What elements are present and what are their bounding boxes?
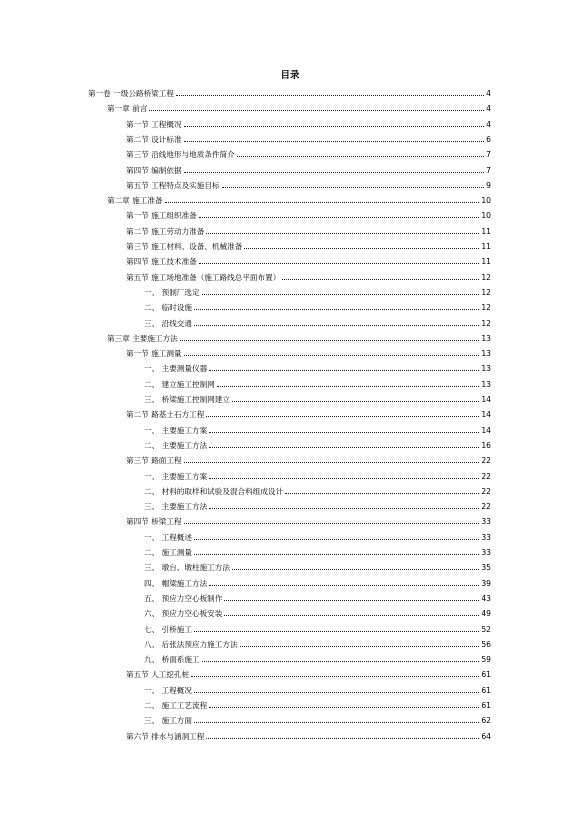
toc-entry[interactable] — [144, 577, 491, 589]
toc-entry[interactable] — [126, 730, 491, 742]
toc-leader-dots — [209, 478, 479, 479]
toc-entry-label: 第三节 沿线地形与地质条件简介 — [126, 150, 235, 160]
toc-entry-page-number: 13 — [481, 349, 491, 359]
toc-entry[interactable] — [144, 714, 491, 726]
toc-leader-dots — [194, 325, 479, 326]
toc-leader-dots — [232, 401, 479, 402]
toc-leader-dots — [184, 141, 485, 142]
toc-entry-page-number: 11 — [481, 242, 491, 251]
toc-leader-dots — [232, 569, 479, 570]
toc-entry-page-number: 61 — [481, 670, 491, 680]
toc-entry-page-number: 13 — [481, 364, 491, 374]
toc-entry-page-number: 33 — [481, 517, 491, 527]
toc-entry-label: 九、 桥面系施工 — [144, 655, 200, 665]
toc-entry[interactable] — [126, 164, 491, 176]
toc-leader-dots — [206, 738, 479, 739]
toc-entry[interactable] — [144, 623, 491, 635]
toc-entry-label: 第一卷 一级公路桥梁工程 — [88, 89, 174, 98]
toc-entry-label: 第五节 施工场地准备（施工路线总平面布置） — [126, 272, 281, 282]
toc-entry[interactable] — [144, 699, 491, 711]
toc-entry-page-number: 64 — [481, 731, 491, 741]
toc-leader-dots — [209, 370, 479, 371]
toc-entry-page-number: 14 — [481, 395, 491, 404]
toc-entry-page-number: 4 — [486, 104, 491, 114]
toc-leader-dots — [165, 202, 480, 203]
toc-entry-label: 五、 预应力空心板制作 — [144, 593, 223, 603]
toc-entry[interactable] — [144, 561, 491, 573]
toc-entry-label: 八、 后张法预应力施工方法 — [144, 639, 238, 649]
toc-entry-label: 一、 工程概况 — [144, 685, 192, 695]
toc-entry-page-number: 12 — [481, 318, 491, 328]
toc-entry-label: 一、 主要施工方案 — [144, 425, 208, 435]
toc-leader-dots — [194, 309, 479, 310]
toc-leader-dots — [202, 294, 480, 295]
toc-entry[interactable] — [126, 118, 491, 130]
toc-leader-dots — [224, 615, 479, 616]
toc-entry-page-number: 11 — [481, 257, 491, 267]
toc-entry-page-number: 14 — [481, 425, 491, 435]
toc-entry[interactable] — [126, 240, 491, 252]
toc-entry-page-number: 7 — [486, 150, 491, 160]
toc-leader-dots — [209, 585, 479, 586]
toc-entry-label: 第二节 路基土石方工程 — [126, 410, 205, 420]
toc-entry-page-number: 13 — [481, 333, 491, 343]
toc-leader-dots — [240, 646, 480, 647]
toc-entry-label: 三、 施工方面 — [144, 716, 192, 726]
toc-entry[interactable] — [126, 515, 491, 527]
toc-entry[interactable] — [144, 500, 491, 512]
toc-leader-dots — [180, 340, 480, 341]
toc-entry[interactable] — [144, 393, 491, 405]
toc-title: 目录 — [280, 70, 300, 81]
toc-entry[interactable] — [144, 592, 491, 604]
toc-entry-label: 七、 引桥施工 — [144, 624, 192, 634]
toc-entry-label: 第一节 施工组织准备 — [126, 211, 197, 221]
toc-leader-dots — [191, 676, 479, 677]
toc-entry-label: 第一章 前言 — [107, 104, 148, 114]
toc-leader-dots — [285, 493, 479, 494]
toc-entry[interactable] — [144, 317, 491, 329]
toc-entry-page-number: 12 — [481, 303, 491, 313]
toc-leader-dots — [176, 95, 484, 96]
toc-entry-label: 三、 沿线交通 — [144, 318, 192, 328]
toc-entry-page-number: 22 — [481, 456, 491, 466]
toc-leader-dots — [209, 447, 479, 448]
toc-leader-dots — [209, 432, 479, 433]
toc-leader-dots — [206, 416, 479, 417]
toc-leader-dots — [184, 462, 480, 463]
toc-leader-dots — [202, 661, 480, 662]
toc-entry[interactable] — [107, 194, 491, 206]
toc-entry-label: 一、 主要施工方案 — [144, 471, 208, 481]
toc-leader-dots — [194, 631, 479, 632]
toc-leader-dots — [206, 233, 479, 234]
toc-entry-page-number: 10 — [481, 196, 491, 206]
toc-leader-dots — [237, 156, 484, 157]
toc-entry-page-number: 61 — [481, 685, 491, 695]
toc-entry-label: 四、 帽梁施工方法 — [144, 578, 208, 588]
toc-entry-page-number: 22 — [481, 502, 491, 512]
toc-entry-label: 第六节 排水与涵洞工程 — [126, 731, 205, 741]
toc-entry[interactable] — [144, 286, 491, 298]
toc-leader-dots — [184, 523, 480, 524]
toc-entry-label: 第三章 主要施工方法 — [107, 333, 178, 343]
toc-leader-dots — [224, 600, 479, 601]
toc-entry-page-number: 10 — [481, 211, 491, 221]
toc-entry-page-number: 4 — [486, 89, 491, 98]
toc-entry-page-number: 49 — [481, 609, 491, 619]
toc-leader-dots — [194, 554, 479, 555]
toc-entry-page-number: 61 — [481, 701, 491, 710]
toc-entry[interactable] — [144, 362, 491, 374]
toc-entry-label: 第一节 工程概况 — [126, 119, 182, 129]
toc-leader-dots — [209, 707, 479, 708]
toc-entry-page-number: 39 — [481, 578, 491, 588]
toc-entry-label: 二、 材料的取样和试验及混合料组成设计 — [144, 486, 284, 496]
toc-entry-label: 三、 墩台、墩柱施工方法 — [144, 563, 230, 573]
toc-entry-label: 一、 预制厂选定 — [144, 287, 200, 297]
toc-entry-page-number: 12 — [481, 272, 491, 282]
toc-entry-page-number: 33 — [481, 548, 491, 557]
toc-leader-dots — [184, 172, 485, 173]
toc-entry[interactable] — [107, 332, 491, 344]
toc-leader-dots — [194, 539, 479, 540]
toc-entry-label: 二、 主要施工方法 — [144, 440, 208, 450]
toc-entry[interactable] — [126, 148, 491, 160]
toc-entry[interactable] — [144, 439, 491, 451]
toc-entry[interactable] — [144, 607, 491, 619]
toc-entry-label: 一、 主要测量仪器 — [144, 364, 208, 374]
toc-entry-label: 第二节 施工劳动力准备 — [126, 226, 205, 236]
toc-entry-page-number: 6 — [486, 134, 491, 144]
toc-entry[interactable] — [126, 408, 491, 420]
toc-entry-page-number: 59 — [481, 655, 491, 665]
toc-entry[interactable] — [144, 485, 491, 497]
toc-entry[interactable] — [126, 454, 491, 466]
toc-entry[interactable] — [88, 87, 491, 99]
toc-leader-dots — [184, 355, 480, 356]
toc-entry[interactable] — [144, 470, 491, 482]
toc-entry-page-number: 7 — [486, 165, 491, 175]
toc-leader-dots — [209, 508, 479, 509]
toc-entry[interactable] — [144, 546, 491, 558]
toc-entry[interactable] — [144, 684, 491, 696]
toc-entry-page-number: 56 — [481, 639, 491, 649]
toc-entry-label: 二、 施工工艺流程 — [144, 701, 208, 710]
toc-entry-label: 三、 主要施工方法 — [144, 502, 208, 512]
toc-entry-page-number: 16 — [481, 440, 491, 450]
toc-entry[interactable] — [107, 102, 491, 114]
toc-leader-dots — [217, 386, 480, 387]
toc-entry-page-number: 14 — [481, 410, 491, 420]
toc-entry-page-number: 22 — [481, 471, 491, 481]
toc-leader-dots — [149, 110, 484, 111]
toc-entry-label: 二、 建立施工控制网 — [144, 379, 215, 389]
toc-entry-page-number: 35 — [481, 563, 491, 573]
toc-entry-label: 第三节 施工材料、设备、机械准备 — [126, 242, 243, 251]
toc-entry-label: 一、 工程概述 — [144, 532, 192, 542]
toc-entry-page-number: 9 — [486, 180, 491, 190]
toc-entry-page-number: 62 — [481, 716, 491, 726]
toc-entry-page-number: 52 — [481, 624, 491, 634]
toc-entry[interactable] — [126, 209, 491, 221]
toc-entry[interactable] — [126, 255, 491, 267]
toc-leader-dots — [199, 217, 480, 218]
toc-entry[interactable] — [126, 179, 491, 191]
toc-entry-page-number: 22 — [481, 486, 491, 496]
toc-entry[interactable] — [126, 225, 491, 237]
toc-entry[interactable] — [144, 301, 491, 313]
toc-entry-label: 第一节 施工测量 — [126, 349, 182, 359]
toc-entry-label: 第四节 施工技术准备 — [126, 257, 197, 267]
toc-entry-label: 二、 临时设施 — [144, 303, 192, 313]
toc-entry-label: 第二节 设计标准 — [126, 134, 182, 144]
toc-leader-dots — [199, 263, 480, 264]
toc-entry[interactable] — [126, 347, 491, 359]
toc-entry-page-number: 4 — [486, 119, 491, 129]
toc-entry[interactable] — [126, 133, 491, 145]
toc-entry-label: 三、 桥梁施工控制网建立 — [144, 395, 230, 404]
toc-entry[interactable] — [126, 271, 491, 283]
toc-leader-dots — [244, 248, 479, 249]
toc-entry-label: 第四节 桥梁工程 — [126, 517, 182, 527]
toc-entry[interactable] — [126, 668, 491, 680]
toc-entry[interactable] — [144, 638, 491, 650]
toc-entry[interactable] — [144, 531, 491, 543]
toc-entry-label: 第三节 路面工程 — [126, 456, 182, 466]
toc-entry-label: 六、 预应力空心板安装 — [144, 609, 223, 619]
toc-entry-label: 第五节 工程特点及实施目标 — [126, 180, 220, 190]
toc-entry-label: 第四节 编制依据 — [126, 165, 182, 175]
toc-entry-page-number: 12 — [481, 287, 491, 297]
toc-entry[interactable] — [144, 424, 491, 436]
toc-entry-page-number: 11 — [481, 226, 491, 236]
toc-entry-label: 第五节 人工挖孔桩 — [126, 670, 190, 680]
toc-entry-label: 第二章 施工准备 — [107, 196, 163, 206]
toc-entry-label: 二、 施工测量 — [144, 548, 192, 557]
toc-leader-dots — [194, 692, 479, 693]
toc-leader-dots — [194, 722, 479, 723]
toc-entry-page-number: 13 — [481, 379, 491, 389]
toc-entry[interactable] — [144, 653, 491, 665]
toc-leader-dots — [184, 126, 485, 127]
toc-leader-dots — [282, 279, 479, 280]
toc-leader-dots — [222, 187, 485, 188]
toc-entry[interactable] — [144, 378, 491, 390]
toc-entry-page-number: 33 — [481, 532, 491, 542]
toc-entry-page-number: 43 — [481, 593, 491, 603]
